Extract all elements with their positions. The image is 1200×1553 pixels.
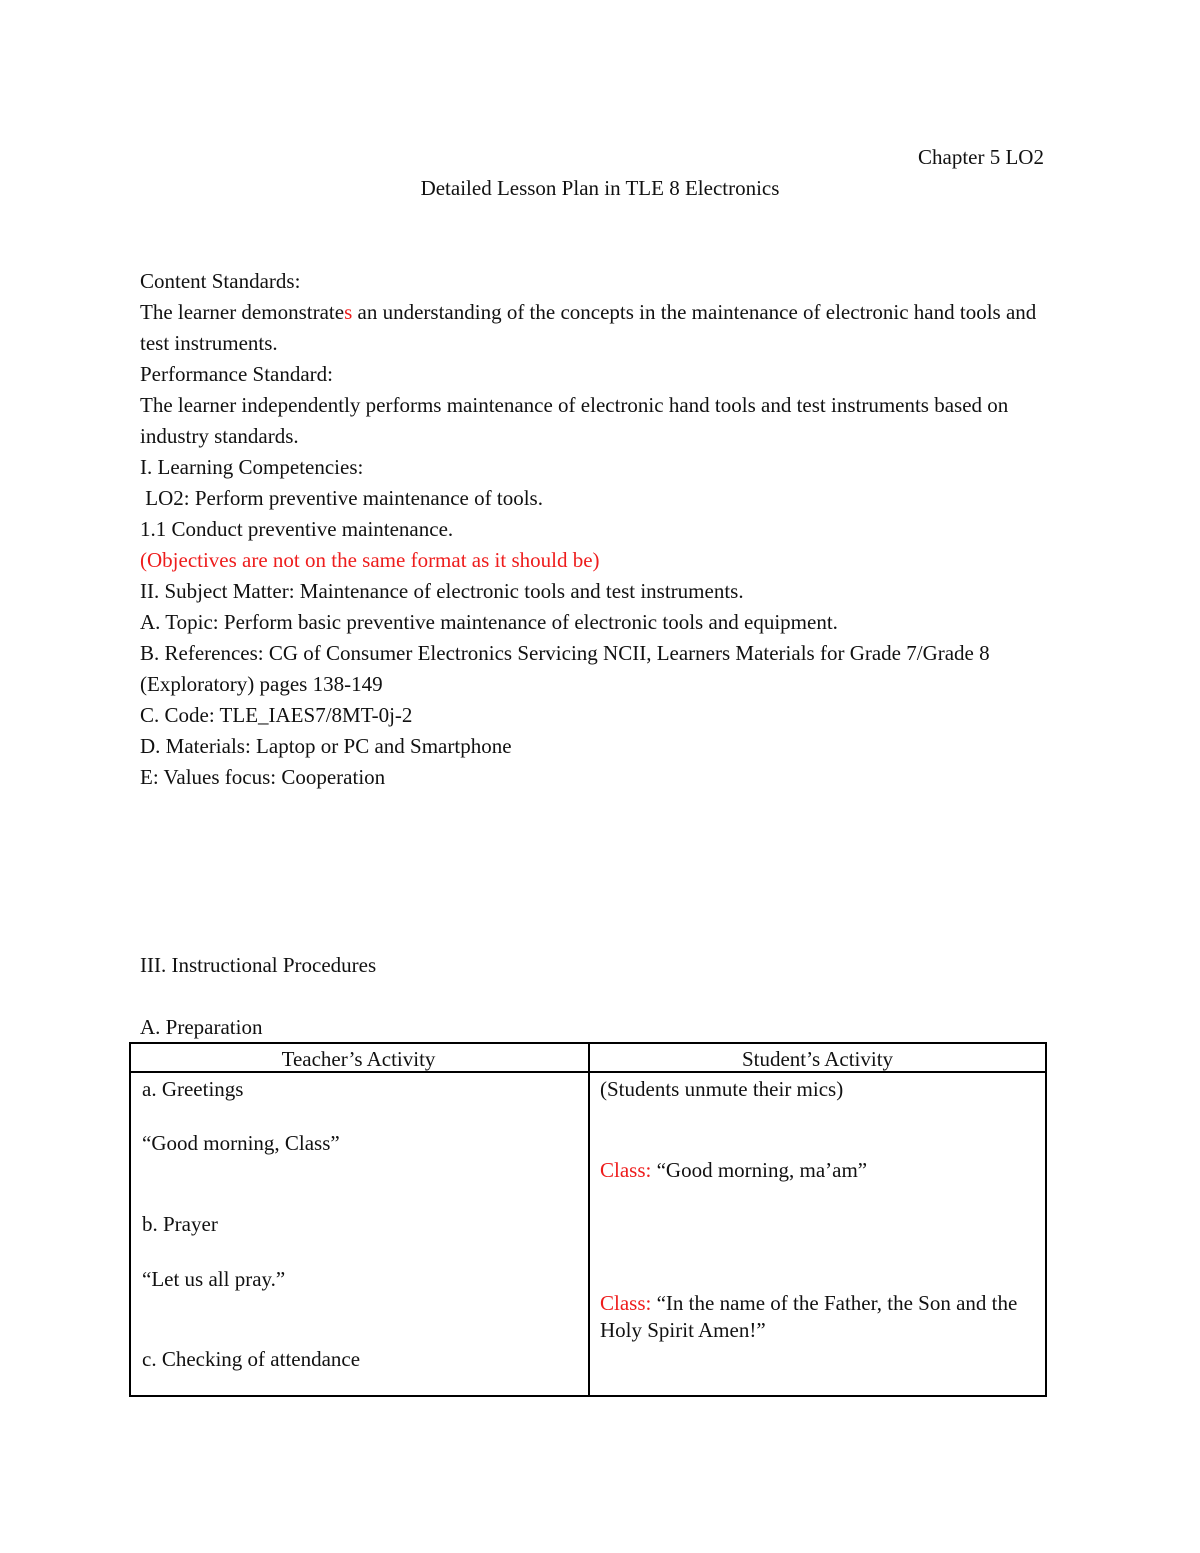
document-title: Detailed Lesson Plan in TLE 8 Electronics: [420, 176, 780, 200]
subject-references: B. References: CG of Consumer Electronics Servicing NCII, Learners Materials for Grade 7/Grade 8 (Exploratory) pages 138-149: [140, 641, 990, 696]
student-greeting-reply: Class: “Good morning, ma’am”: [600, 1158, 868, 1182]
teacher-greetings: a. Greetings: [142, 1077, 244, 1101]
competency-lo2: LO2: Perform preventive maintenance of tools.: [140, 486, 543, 510]
teacher-prayer: b. Prayer: [142, 1212, 218, 1236]
chapter-label: Chapter 5 LO2: [918, 145, 1044, 169]
subject-materials: D. Materials: Laptop or PC and Smartphone: [140, 734, 512, 758]
teacher-activity-header: Teacher’s Activity: [281, 1047, 436, 1071]
teacher-attendance: c. Checking of attendance: [142, 1347, 361, 1371]
performance-standard-label: Performance Standard:: [140, 362, 334, 386]
table-column-divider: [588, 1044, 590, 1395]
competency-item: 1.1 Conduct preventive maintenance.: [140, 517, 454, 541]
subject-code: C. Code: TLE_IAES7/8MT-0j-2: [140, 703, 413, 727]
teacher-greeting-line: “Good morning, Class”: [142, 1131, 340, 1155]
competencies-heading: I. Learning Competencies:: [140, 455, 364, 479]
subject-values: E: Values focus: Cooperation: [140, 765, 386, 789]
student-unmute: (Students unmute their mics): [600, 1077, 844, 1101]
subject-matter-heading: II. Subject Matter: Maintenance of electronic tools and test instruments.: [140, 579, 744, 603]
student-activity-header: Student’s Activity: [741, 1047, 894, 1071]
content-standards-text: The learner demonstrates an understanding of the concepts in the maintenance of electronic hand tools and test instruments.: [140, 300, 1037, 355]
table-header-divider: [131, 1071, 1045, 1073]
procedures-heading: III. Instructional Procedures: [140, 953, 377, 977]
competency-note: (Objectives are not on the same format as it should be): [140, 548, 600, 572]
subject-topic: A. Topic: Perform basic preventive maintenance of electronic tools and equipment.: [140, 610, 838, 634]
activity-table: [129, 1042, 1047, 1397]
preparation-heading: A. Preparation: [140, 1015, 263, 1039]
performance-standard-text: The learner independently performs maintenance of electronic hand tools and test instruments based on industry standards.: [140, 393, 1009, 448]
content-standards-label: Content Standards:: [140, 269, 301, 293]
student-prayer-reply: Class: “In the name of the Father, the Son and the Holy Spirit Amen!”: [600, 1291, 1018, 1342]
standards-section: [140, 266, 1070, 793]
teacher-prayer-line: “Let us all pray.”: [142, 1267, 286, 1291]
